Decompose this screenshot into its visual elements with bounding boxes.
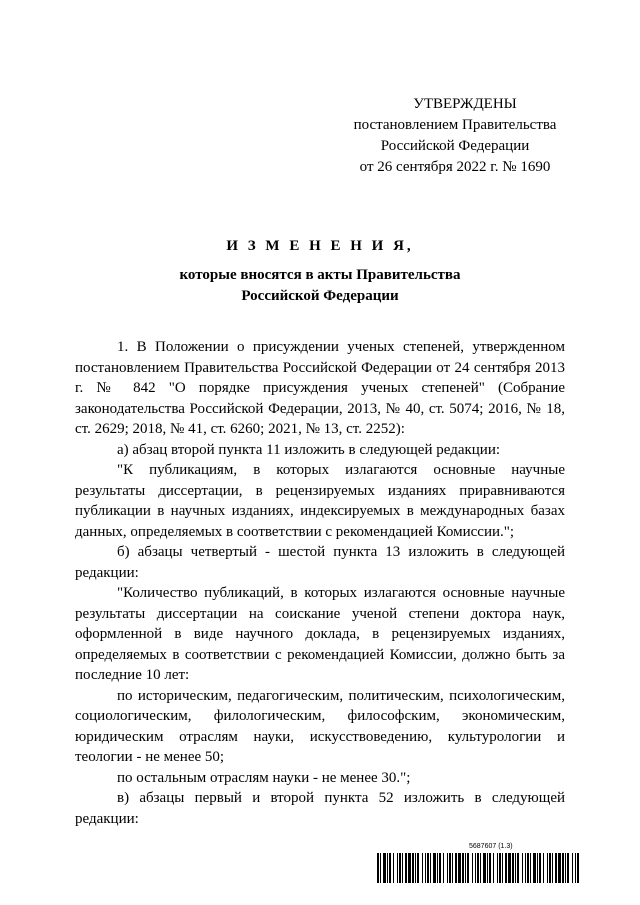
paragraph-4: б) абзацы четвертый - шестой пункта 13 изложить в следующей редакции:	[75, 544, 565, 581]
approval-date-line: от 26 сентября 2022 г. № 1690	[359, 159, 551, 175]
approval-line-1: постановлением Правительства	[353, 117, 557, 133]
paragraph-1: 1. В Положении о присуждении ученых степеней, утвержденном постановлением Правительства Российской Федерации от 24 сентября 2013 г. № 842 "О порядке присуждения ученых степеней" (Собрание законодательства Российской Федерации, 2013, № 40, ст. 5074; 2016, № 18, ст. 2629; 2018, № 41, ст. 6260; 2021, № 13, ст. 2252):	[75, 339, 565, 437]
barcode-label: 5687607 (1.3)	[469, 843, 513, 850]
barcode-icon	[377, 853, 579, 883]
document-subtitle	[60, 265, 580, 307]
barcode-block	[377, 843, 579, 885]
paragraph-7: по остальным отраслям науки - не менее 30.";	[117, 769, 411, 786]
approval-block	[330, 94, 580, 178]
approval-heading: УТВЕРЖДЕНЫ	[413, 96, 517, 112]
paragraph-8: в) абзацы первый и второй пункта 52 изложить в следующей редакции:	[75, 790, 565, 827]
document-title: И З М Е Н Е Н И Я,	[226, 238, 414, 254]
paragraph-3: "К публикациям, в которых излагаются основные научные результаты диссертации, в рецензируемых изданиях приравниваются публикации в научных изданиях, индексируемых в международных базах данных, определяемых в соответствии с рекомендацией Комиссии.";	[75, 462, 565, 540]
subtitle-line-1: которые вносятся в акты Правительства	[179, 267, 461, 283]
subtitle-line-2: Российской Федерации	[241, 288, 399, 304]
paragraph-6: по историческим, педагогическим, политическим, психологическим, социологическим, филологическим, философским, экономическим, юридическим отраслям науки, искусствоведению, культурологии и теологии - не менее 50;	[75, 687, 565, 765]
paragraph-5: "Количество публикаций, в которых излагаются основные научные результаты диссертации на соискание ученой степени доктора наук, оформленной в виде научного доклада, в рецензируемых изданиях, определяемых в соответствии с рекомендацией Комиссии, должно быть за последние 10 лет:	[75, 585, 565, 683]
document-body	[75, 337, 565, 829]
paragraph-2: а) абзац второй пункта 11 изложить в следующей редакции:	[117, 441, 501, 458]
approval-line-2: Российской Федерации	[380, 138, 530, 154]
